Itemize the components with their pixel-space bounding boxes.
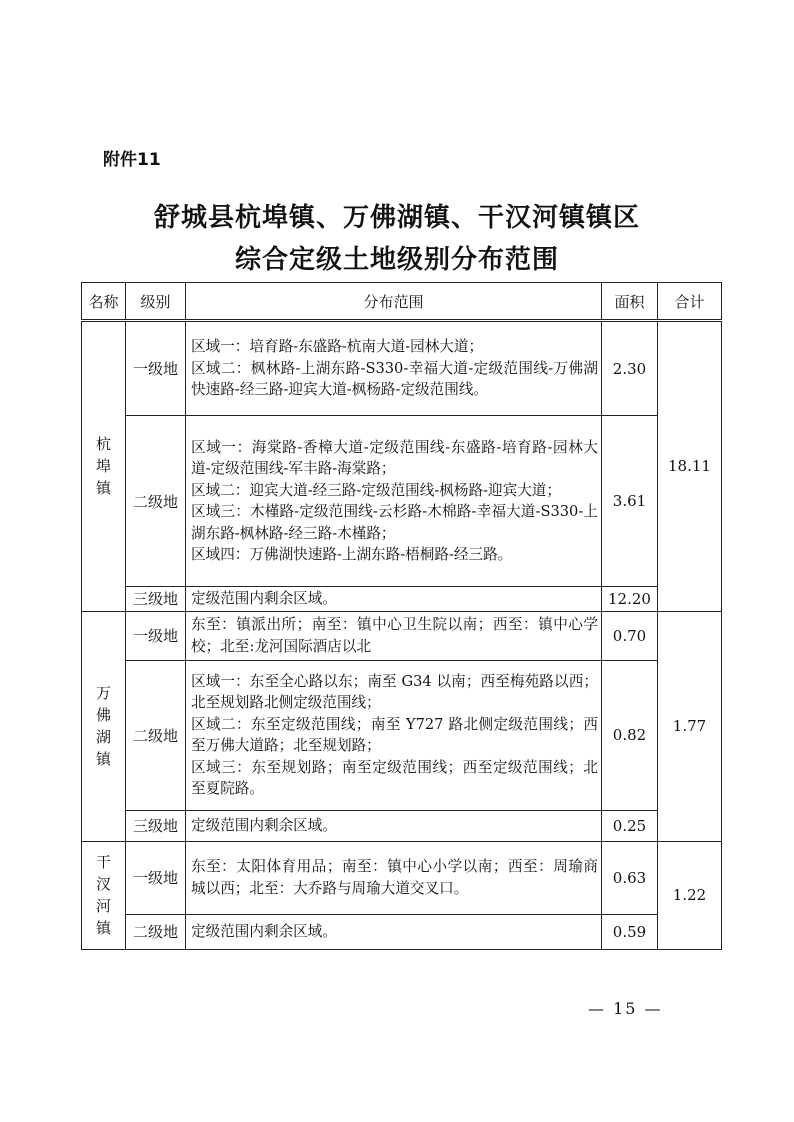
table-row <box>82 416 722 587</box>
range-line: 区域三：木槿路-定级范围线-云杉路-木棉路-幸福大道-S330-上湖东路-枫林路-经三路-木槿路； <box>191 503 598 542</box>
town-name-char: 镇 <box>95 919 111 937</box>
attachment-label: 附件11 <box>103 150 161 170</box>
table-row <box>82 660 722 810</box>
document-title-line1: 舒城县杭埠镇、万佛湖镇、干汉河镇镇区 <box>153 203 640 233</box>
level-cell: 二级地 <box>126 914 186 949</box>
range-cell <box>186 914 602 949</box>
area-cell: 2.30 <box>602 321 658 416</box>
town-name-char: 镇 <box>95 750 111 768</box>
page-number: — 15 — <box>588 999 663 1018</box>
area-cell: 12.20 <box>602 587 658 612</box>
level-cell: 三级地 <box>126 810 186 841</box>
range-cell <box>186 660 602 810</box>
level-cell: 二级地 <box>126 660 186 810</box>
range-line: 区域一：培育路-东盛路-杭南大道-园林大道； <box>191 338 484 356</box>
land-grade-table <box>81 282 722 950</box>
town-name-char: 汊 <box>95 875 111 893</box>
table-row <box>82 914 722 949</box>
town-name-cell <box>82 321 126 612</box>
range-line: 区域四：万佛湖快速路-上湖东路-梧桐路-经三路。 <box>191 546 513 563</box>
range-cell <box>186 416 602 587</box>
town-name-char: 埠 <box>95 457 111 476</box>
town-name-cell <box>82 611 126 841</box>
range-line: 区域一：东至全心路以东；南至 G34 以南；西至梅苑路以西；北至规划路北侧定级范围线； <box>191 672 598 711</box>
range-line: 区域一：海棠路-香樟大道-定级范围线-东盛路-培育路-园林大道-定级范围线-军丰路-海棠路； <box>191 438 598 477</box>
total-cell: 18.11 <box>658 321 722 612</box>
document-title-line2: 综合定级土地级别分布范围 <box>234 245 559 275</box>
range-line: 定级范围内剩余区域。 <box>191 922 337 940</box>
town-name-char: 镇 <box>95 479 111 498</box>
area-cell: 3.61 <box>602 416 658 587</box>
level-cell: 一级地 <box>126 841 186 914</box>
area-cell: 0.70 <box>602 611 658 660</box>
area-cell: 0.63 <box>602 841 658 914</box>
table-row <box>82 810 722 841</box>
town-name-char: 杭 <box>95 435 111 454</box>
level-cell: 二级地 <box>126 416 186 587</box>
range-line: 东至：太阳体育用品；南至：镇中心小学以南；西至：周瑜商城以西；北至：大乔路与周瑜大道交叉口。 <box>191 858 598 897</box>
area-cell: 0.59 <box>602 914 658 949</box>
level-cell: 一级地 <box>126 321 186 416</box>
town-name-char: 湖 <box>95 728 111 746</box>
range-line: 区域二：东至定级范围线；南至 Y727 路北侧定级范围线；西至万佛大道路；北至规划路； <box>191 715 598 754</box>
range-line: 区域二：迎宾大道-经三路-定级范围线-枫杨路-迎宾大道； <box>191 481 561 499</box>
level-cell: 一级地 <box>126 611 186 660</box>
range-cell <box>186 611 602 660</box>
range-line: 区域三：东至规划路；南至定级范围线；西至定级范围线；北至夏院路。 <box>191 758 598 797</box>
header-level: 级别 <box>126 283 186 321</box>
range-line: 东至：镇派出所；南至：镇中心卫生院以南；西至：镇中心学校；北至:龙河国际酒店以北 <box>191 616 598 655</box>
table-row <box>82 841 722 914</box>
header-range: 分布范围 <box>186 283 602 321</box>
header-area: 面积 <box>602 283 658 321</box>
town-name-char: 万 <box>95 684 111 702</box>
town-name-cell <box>82 841 126 949</box>
area-cell: 0.25 <box>602 810 658 841</box>
range-cell <box>186 587 602 612</box>
range-line: 区域二：枫林路-上湖东路-S330-幸福大道-定级范围线-万佛湖快速路-经三路-迎宾大道-枫杨路-定级范围线。 <box>191 359 598 399</box>
level-cell: 三级地 <box>126 587 186 612</box>
table-row <box>82 587 722 612</box>
total-cell: 1.77 <box>658 611 722 841</box>
table-row <box>82 611 722 660</box>
total-cell: 1.22 <box>658 841 722 949</box>
table-header-row <box>82 283 722 321</box>
header-name: 名称 <box>82 283 126 321</box>
range-cell <box>186 810 602 841</box>
range-line: 定级范围内剩余区域。 <box>191 816 337 834</box>
town-name-char: 佛 <box>95 706 111 724</box>
range-line: 定级范围内剩余区域。 <box>191 590 337 607</box>
town-name-char: 干 <box>95 853 111 871</box>
range-cell <box>186 321 602 416</box>
area-cell: 0.82 <box>602 660 658 810</box>
header-total: 合计 <box>658 283 722 321</box>
town-name-char: 河 <box>95 897 111 915</box>
table-row <box>82 321 722 416</box>
range-cell <box>186 841 602 914</box>
